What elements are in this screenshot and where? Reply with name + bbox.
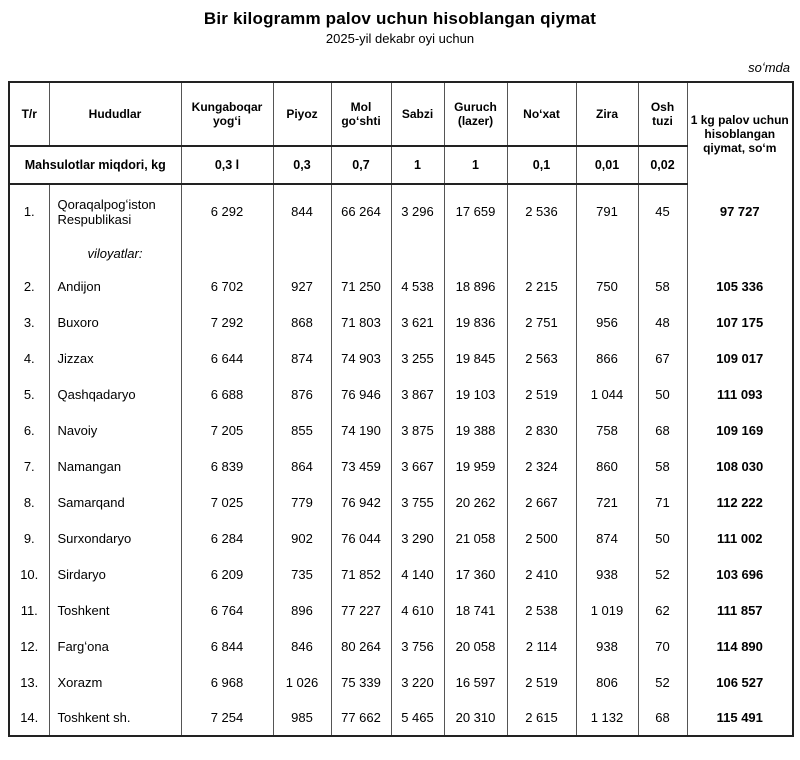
row-value: 7 025: [181, 484, 273, 520]
row-value: 70: [638, 628, 687, 664]
row-value: 71 852: [331, 556, 391, 592]
row-num: 6.: [9, 412, 49, 448]
group-empty-cell: [9, 238, 49, 268]
row-total: 114 890: [687, 628, 793, 664]
row-value: 6 764: [181, 592, 273, 628]
row-total: 106 527: [687, 664, 793, 700]
table-row: [9, 268, 793, 304]
col-header-total: 1 kg palov uchun hisoblangan qiymat, soʻm: [687, 82, 793, 184]
row-region: Toshkent sh.: [49, 700, 181, 736]
row-value: 896: [273, 592, 331, 628]
row-value: 6 968: [181, 664, 273, 700]
row-value: 66 264: [331, 184, 391, 238]
row-value: 806: [576, 664, 638, 700]
row-value: 75 339: [331, 664, 391, 700]
row-value: 17 659: [444, 184, 507, 238]
row-value: 62: [638, 592, 687, 628]
row-value: 52: [638, 556, 687, 592]
row-region: Navoiy: [49, 412, 181, 448]
table-row: [9, 448, 793, 484]
row-value: 67: [638, 340, 687, 376]
row-num: 13.: [9, 664, 49, 700]
row-value: 77 662: [331, 700, 391, 736]
row-value: 2 500: [507, 520, 576, 556]
row-region: Andijon: [49, 268, 181, 304]
row-num: 11.: [9, 592, 49, 628]
row-value: 3 667: [391, 448, 444, 484]
group-empty-cell: [576, 238, 638, 268]
row-value: 1 132: [576, 700, 638, 736]
row-value: 956: [576, 304, 638, 340]
row-value: 902: [273, 520, 331, 556]
row-num: 12.: [9, 628, 49, 664]
row-value: 45: [638, 184, 687, 238]
row-region: Qoraqalpogʻiston Respublikasi: [49, 184, 181, 238]
row-value: 77 227: [331, 592, 391, 628]
row-total: 108 030: [687, 448, 793, 484]
table-row: [9, 340, 793, 376]
row-value: 721: [576, 484, 638, 520]
row-value: 16 597: [444, 664, 507, 700]
row-value: 76 942: [331, 484, 391, 520]
col-header-rice: Guruch (lazer): [444, 82, 507, 146]
quantity-value: 0,1: [507, 146, 576, 184]
row-region: Buxoro: [49, 304, 181, 340]
row-value: 2 410: [507, 556, 576, 592]
row-value: 844: [273, 184, 331, 238]
row-value: 2 830: [507, 412, 576, 448]
row-value: 866: [576, 340, 638, 376]
row-value: 76 946: [331, 376, 391, 412]
row-value: 2 519: [507, 376, 576, 412]
row-value: 6 702: [181, 268, 273, 304]
row-value: 6 844: [181, 628, 273, 664]
row-value: 2 667: [507, 484, 576, 520]
row-region: Sirdaryo: [49, 556, 181, 592]
row-value: 7 205: [181, 412, 273, 448]
row-value: 860: [576, 448, 638, 484]
quantity-value: 0,01: [576, 146, 638, 184]
row-value: 3 755: [391, 484, 444, 520]
row-value: 5 465: [391, 700, 444, 736]
row-num: 7.: [9, 448, 49, 484]
quantity-row: [9, 146, 793, 184]
row-value: 2 324: [507, 448, 576, 484]
row-region: Xorazm: [49, 664, 181, 700]
row-value: 4 140: [391, 556, 444, 592]
row-value: 76 044: [331, 520, 391, 556]
row-num: 8.: [9, 484, 49, 520]
table-row: [9, 592, 793, 628]
row-region: Fargʻona: [49, 628, 181, 664]
col-header-salt: Osh tuzi: [638, 82, 687, 146]
row-value: 2 519: [507, 664, 576, 700]
row-value: 985: [273, 700, 331, 736]
quantity-value: 0,02: [638, 146, 687, 184]
table-row: [9, 412, 793, 448]
row-region: Samarqand: [49, 484, 181, 520]
table-row: [9, 628, 793, 664]
header-row: [9, 82, 793, 146]
row-total: 112 222: [687, 484, 793, 520]
group-empty-cell: [638, 238, 687, 268]
row-value: 48: [638, 304, 687, 340]
row-value: 750: [576, 268, 638, 304]
row-region: Qashqadaryo: [49, 376, 181, 412]
row-value: 874: [576, 520, 638, 556]
table-row: [9, 700, 793, 736]
row-value: 2 751: [507, 304, 576, 340]
row-num: 3.: [9, 304, 49, 340]
row-value: 20 310: [444, 700, 507, 736]
row-value: 18 741: [444, 592, 507, 628]
table-row: [9, 664, 793, 700]
table-row: [9, 184, 793, 238]
row-total: 109 169: [687, 412, 793, 448]
quantity-value: 0,3: [273, 146, 331, 184]
row-value: 2 538: [507, 592, 576, 628]
row-value: 7 254: [181, 700, 273, 736]
quantity-row-label: Mahsulotlar miqdori, kg: [9, 146, 181, 184]
row-value: 4 538: [391, 268, 444, 304]
group-empty-cell: [181, 238, 273, 268]
row-num: 14.: [9, 700, 49, 736]
row-value: 791: [576, 184, 638, 238]
row-value: 73 459: [331, 448, 391, 484]
row-value: 2 615: [507, 700, 576, 736]
row-value: 3 875: [391, 412, 444, 448]
row-value: 20 058: [444, 628, 507, 664]
row-num: 5.: [9, 376, 49, 412]
col-header-tr: T/r: [9, 82, 49, 146]
row-value: 6 688: [181, 376, 273, 412]
row-value: 876: [273, 376, 331, 412]
row-value: 71 803: [331, 304, 391, 340]
unit-note: soʻmda: [748, 60, 790, 75]
page-subtitle: 2025-yil dekabr oyi uchun: [325, 31, 475, 46]
table-header: [9, 82, 793, 184]
row-total: 111 093: [687, 376, 793, 412]
group-label: viloyatlar:: [49, 238, 181, 268]
col-header-chickpea: Noʻxat: [507, 82, 576, 146]
row-value: 2 215: [507, 268, 576, 304]
row-value: 2 563: [507, 340, 576, 376]
row-value: 938: [576, 556, 638, 592]
row-value: 52: [638, 664, 687, 700]
row-value: 4 610: [391, 592, 444, 628]
row-value: 17 360: [444, 556, 507, 592]
group-empty-cell: [331, 238, 391, 268]
row-value: 735: [273, 556, 331, 592]
row-value: 58: [638, 268, 687, 304]
quantity-value: 1: [391, 146, 444, 184]
row-num: 1.: [9, 184, 49, 238]
row-value: 50: [638, 376, 687, 412]
row-value: 68: [638, 700, 687, 736]
row-value: 19 959: [444, 448, 507, 484]
row-total: 103 696: [687, 556, 793, 592]
row-total: 97 727: [687, 184, 793, 238]
row-value: 58: [638, 448, 687, 484]
row-value: 20 262: [444, 484, 507, 520]
row-value: 3 621: [391, 304, 444, 340]
row-value: 779: [273, 484, 331, 520]
row-value: 846: [273, 628, 331, 664]
quantity-value: 0,7: [331, 146, 391, 184]
row-value: 1 044: [576, 376, 638, 412]
row-region: Namangan: [49, 448, 181, 484]
row-value: 938: [576, 628, 638, 664]
table-row: [9, 520, 793, 556]
table-row: [9, 556, 793, 592]
row-value: 3 220: [391, 664, 444, 700]
row-value: 21 058: [444, 520, 507, 556]
col-header-onion: Piyoz: [273, 82, 331, 146]
row-value: 864: [273, 448, 331, 484]
table-row: [9, 376, 793, 412]
row-num: 4.: [9, 340, 49, 376]
row-region: Surxondaryo: [49, 520, 181, 556]
row-value: 6 209: [181, 556, 273, 592]
row-value: 80 264: [331, 628, 391, 664]
row-total: 111 857: [687, 592, 793, 628]
row-value: 19 836: [444, 304, 507, 340]
row-num: 10.: [9, 556, 49, 592]
row-value: 6 644: [181, 340, 273, 376]
row-total: 107 175: [687, 304, 793, 340]
row-value: 855: [273, 412, 331, 448]
palov-cost-table: [8, 81, 794, 737]
row-value: 74 190: [331, 412, 391, 448]
table-row: [9, 484, 793, 520]
row-value: 3 867: [391, 376, 444, 412]
row-value: 6 284: [181, 520, 273, 556]
col-header-carrot: Sabzi: [391, 82, 444, 146]
row-value: 2 536: [507, 184, 576, 238]
row-value: 19 845: [444, 340, 507, 376]
row-value: 7 292: [181, 304, 273, 340]
row-total: 109 017: [687, 340, 793, 376]
row-value: 3 290: [391, 520, 444, 556]
row-region: Jizzax: [49, 340, 181, 376]
col-header-region: Hududlar: [49, 82, 181, 146]
row-value: 1 026: [273, 664, 331, 700]
row-value: 6 292: [181, 184, 273, 238]
row-total: 115 491: [687, 700, 793, 736]
group-empty-cell: [507, 238, 576, 268]
group-empty-cell: [687, 238, 793, 268]
table-row: [9, 304, 793, 340]
row-num: 9.: [9, 520, 49, 556]
row-value: 74 903: [331, 340, 391, 376]
row-value: 19 388: [444, 412, 507, 448]
col-header-cumin: Zira: [576, 82, 638, 146]
row-value: 3 255: [391, 340, 444, 376]
row-total: 105 336: [687, 268, 793, 304]
row-value: 868: [273, 304, 331, 340]
col-header-beef: Mol goʻshti: [331, 82, 391, 146]
group-row: [9, 238, 793, 268]
row-value: 19 103: [444, 376, 507, 412]
page-title: Bir kilogramm palov uchun hisoblangan qiymat: [203, 9, 597, 28]
row-value: 927: [273, 268, 331, 304]
row-value: 71 250: [331, 268, 391, 304]
row-value: 50: [638, 520, 687, 556]
row-num: 2.: [9, 268, 49, 304]
row-value: 18 896: [444, 268, 507, 304]
row-value: 3 756: [391, 628, 444, 664]
row-value: 874: [273, 340, 331, 376]
row-value: 68: [638, 412, 687, 448]
row-value: 71: [638, 484, 687, 520]
row-total: 111 002: [687, 520, 793, 556]
col-header-oil: Kungaboqar yogʻi: [181, 82, 273, 146]
row-region: Toshkent: [49, 592, 181, 628]
group-empty-cell: [391, 238, 444, 268]
table-body: [9, 184, 793, 736]
row-value: 758: [576, 412, 638, 448]
row-value: 1 019: [576, 592, 638, 628]
row-value: 6 839: [181, 448, 273, 484]
quantity-value: 0,3 l: [181, 146, 273, 184]
row-value: 2 114: [507, 628, 576, 664]
group-empty-cell: [273, 238, 331, 268]
group-empty-cell: [444, 238, 507, 268]
row-value: 3 296: [391, 184, 444, 238]
quantity-value: 1: [444, 146, 507, 184]
